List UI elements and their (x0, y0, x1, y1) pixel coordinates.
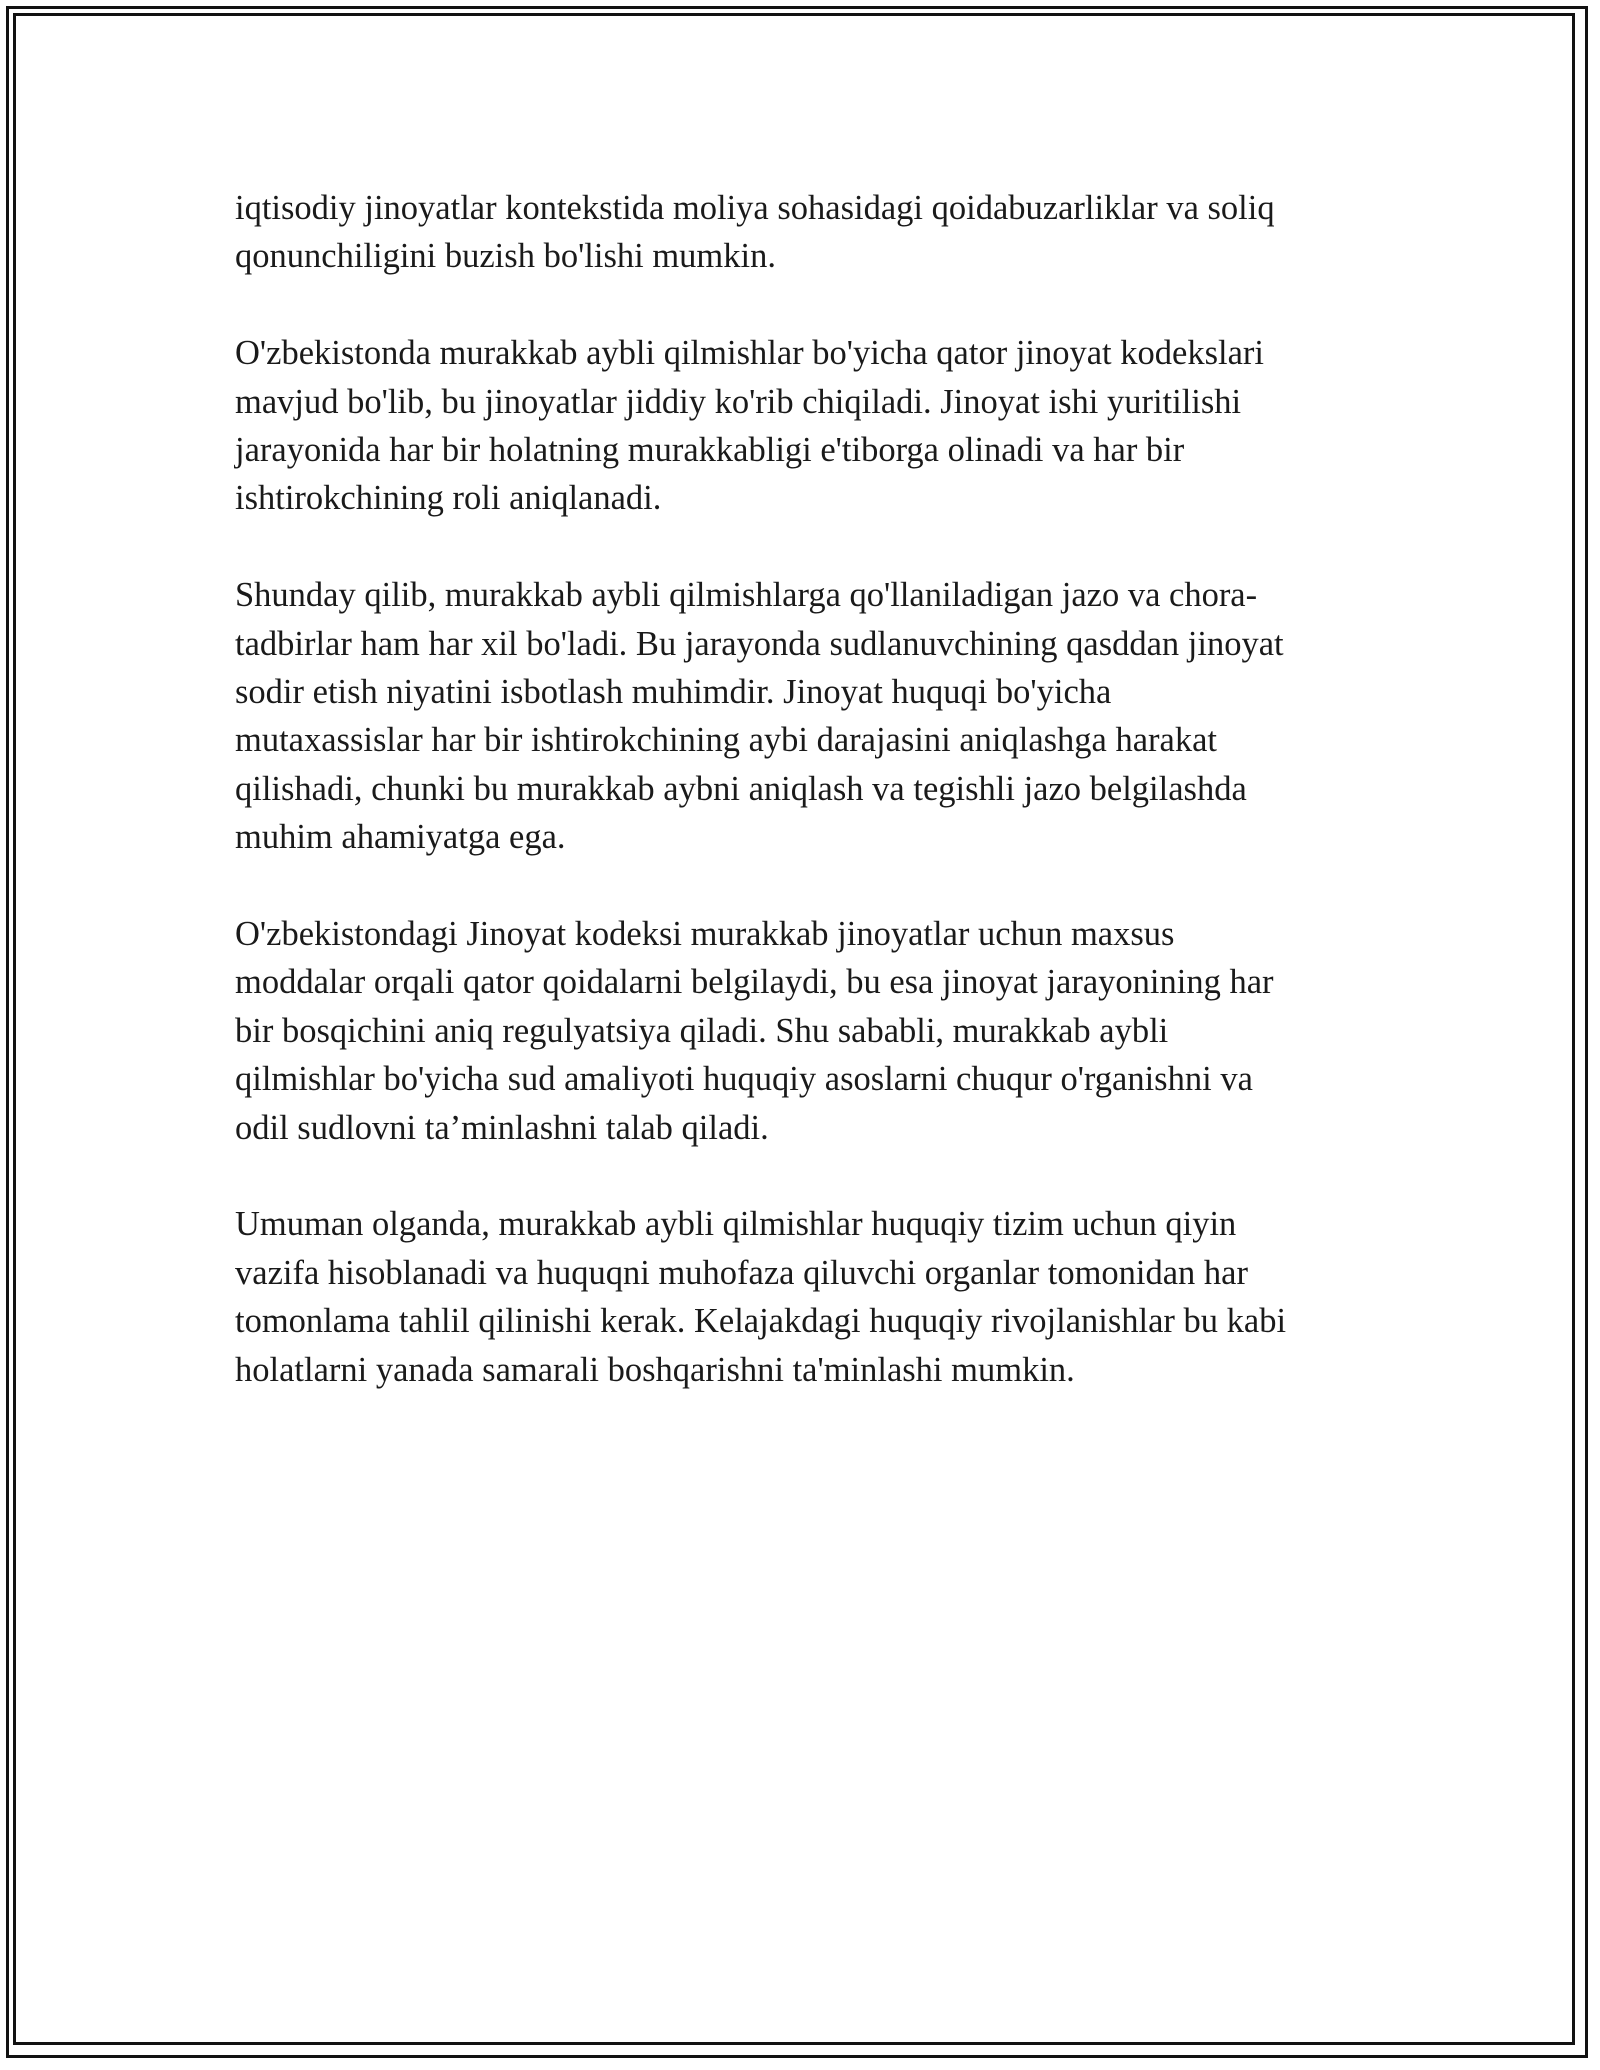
paragraph-4: O'zbekistondagi Jinoyat kodeksi murakkab jinoyatlar uchun maxsus moddalar orqali qator qoidalarni belgilaydi, bu esa jinoyat jarayonining har bir bosqichini aniq regulyatsiya qiladi. Shu sababli, murakkab aybli qilmishlar bo'yicha sud amaliyoti huquqiy asoslarni chuqur o'rganishni va odil sudlovni ta’minlashni talab qiladi. (235, 915, 1274, 1147)
paragraph-5: Umuman olganda, murakkab aybli qilmishlar huquqiy tizim uchun qiyin vazifa hisoblanadi va huquqni muhofaza qiluvchi organlar tomonidan har tomonlama tahlil qilinishi kerak. Kelajakdagi huquqiy rivojlanishlar bu kabi holatlarni yanada samarali boshqarishni ta'minlashi mumkin. (235, 1205, 1287, 1389)
paragraph-2: O'zbekistonda murakkab aybli qilmishlar bo'yicha qator jinoyat kodekslari mavjud bo'lib, bu jinoyatlar jiddiy ko'rib chiqiladi. Jinoyat ishi yuritilishi jarayonida har bir holatning murakkabligi e'tiborga olinadi va har bir ishtirokchining roli aniqlanadi. (235, 334, 1264, 518)
paragraph-1: iqtisodiy jinoyatlar kontekstida moliya sohasidagi qoidabuzarliklar va soliq qonunchiligini buzish bo'lishi mumkin. (235, 189, 1275, 276)
paragraph-3: Shunday qilib, murakkab aybli qilmishlarga qo'llaniladigan jazo va chora- tadbirlar ham har xil bo'ladi. Bu jarayonda sudlanuvchining qasddan jinoyat sodir etish niyatini isbotlash muhimdir. Jinoyat huquqi bo'yicha mutaxassislar har bir ishtirokchining aybi darajasini aniqlashga harakat qilishadi, chunki bu murakkab aybni aniqlash va tegishli jazo belgilashda muhim ahamiyatga ega. (235, 576, 1284, 857)
document-body (235, 184, 1365, 1442)
